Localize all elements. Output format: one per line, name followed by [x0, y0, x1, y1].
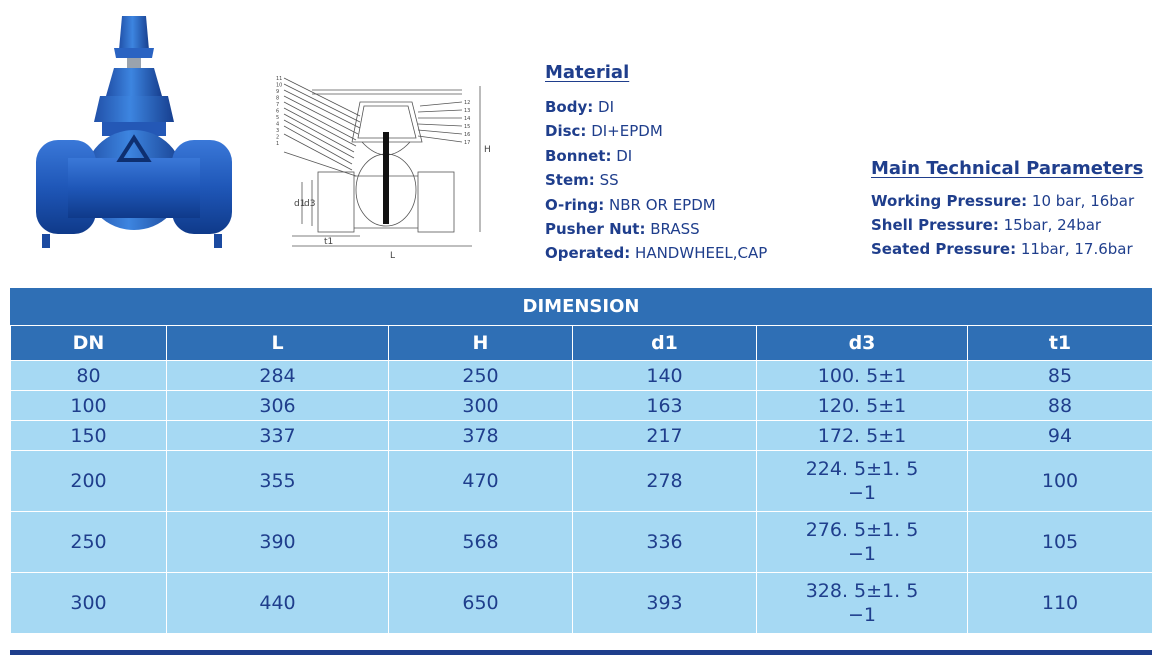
cell-d3	[757, 512, 968, 573]
parameter-row	[871, 189, 1158, 213]
cell-d1: 336	[573, 512, 757, 573]
cell-d3	[757, 451, 968, 512]
cell-d3-value: 328. 5±1. 5	[805, 580, 919, 602]
drawing-label-l: L	[390, 251, 396, 261]
parameter-key: Working Pressure:	[871, 192, 1028, 210]
material-row	[545, 95, 845, 119]
callout-number: 2	[276, 134, 280, 141]
cell-dn: 80	[11, 361, 167, 391]
material-value: DI	[598, 98, 615, 116]
cell-t1: 105	[968, 512, 1153, 573]
parameter-value: 11bar, 17.6bar	[1020, 240, 1133, 258]
parameters-list	[871, 189, 1158, 261]
cell-l: 306	[167, 391, 389, 421]
cell-l: 440	[167, 573, 389, 634]
material-section	[545, 62, 845, 266]
parameter-value: 10 bar, 16bar	[1031, 192, 1135, 210]
cell-d3-lower-tolerance: −1	[847, 543, 876, 565]
valve-technical-drawing	[272, 72, 500, 262]
material-value: DI+EPDM	[591, 122, 663, 141]
cell-t1: 94	[968, 421, 1153, 451]
cell-h: 300	[389, 391, 573, 421]
cell-d1: 393	[573, 573, 757, 634]
table-row	[11, 573, 1153, 634]
parameter-key: Seated Pressure:	[871, 240, 1017, 258]
cell-d3-value: 120. 5±1	[817, 394, 907, 417]
material-title: Material	[545, 62, 630, 83]
header-section	[0, 0, 1158, 285]
material-key: Pusher Nut:	[545, 220, 646, 239]
dimension-table	[10, 325, 1153, 634]
technical-parameters-section	[871, 158, 1158, 261]
drawing-label-d3: d3	[304, 199, 316, 209]
material-row	[545, 119, 845, 143]
parameters-title: Main Technical Parameters	[871, 158, 1144, 179]
cell-d3-value: 100. 5±1	[817, 364, 907, 387]
drawing-label-h: H	[484, 145, 491, 155]
callout-number: 10	[276, 82, 283, 89]
table-row	[11, 391, 1153, 421]
material-key: Stem:	[545, 171, 595, 190]
drawing-label-d1: d1	[294, 199, 306, 209]
cell-d1: 278	[573, 451, 757, 512]
material-row	[545, 193, 845, 217]
callout-number: 7	[276, 102, 280, 108]
callout-number: 15	[464, 124, 471, 130]
material-value: DI	[616, 146, 633, 165]
cell-dn: 250	[11, 512, 167, 573]
parameter-row	[871, 213, 1158, 237]
material-value: HANDWHEEL,CAP	[635, 244, 768, 263]
material-row	[545, 168, 845, 192]
callout-number: 5	[276, 115, 280, 121]
table-row	[11, 421, 1153, 451]
cell-d1: 217	[573, 421, 757, 451]
callout-number: 17	[464, 140, 471, 146]
cell-l: 284	[167, 361, 389, 391]
cell-h: 378	[389, 421, 573, 451]
cell-dn: 200	[11, 451, 167, 512]
cell-t1: 88	[968, 391, 1153, 421]
cell-dn: 100	[11, 391, 167, 421]
material-key: Bonnet:	[545, 146, 612, 165]
valve-photo	[28, 10, 248, 260]
callout-number: 6	[276, 108, 280, 115]
cell-d3	[757, 361, 968, 391]
header-h: H	[389, 326, 573, 361]
cell-dn: 300	[11, 573, 167, 634]
cell-h: 250	[389, 361, 573, 391]
dimension-title: DIMENSION	[10, 288, 1152, 325]
callout-number: 1	[276, 141, 280, 147]
cell-d3-lower-tolerance: −1	[847, 482, 876, 504]
header-d1: d1	[573, 326, 757, 361]
callout-number: 13	[464, 108, 471, 114]
material-row	[545, 217, 845, 241]
cell-l: 390	[167, 512, 389, 573]
cell-d3-value: 276. 5±1. 5	[805, 519, 919, 541]
cell-d1: 163	[573, 391, 757, 421]
material-row	[545, 241, 845, 265]
callout-number: 9	[276, 89, 280, 95]
cell-l: 355	[167, 451, 389, 512]
header-l: L	[167, 326, 389, 361]
callout-number: 11	[276, 76, 283, 82]
callout-number: 16	[464, 132, 471, 138]
cell-d3	[757, 421, 968, 451]
cell-dn: 150	[11, 421, 167, 451]
drawing-label-t1: t1	[324, 237, 334, 247]
cell-t1: 85	[968, 361, 1153, 391]
material-value: BRASS	[650, 220, 700, 239]
parameter-key: Shell Pressure:	[871, 216, 999, 234]
cell-h: 470	[389, 451, 573, 512]
cell-h: 650	[389, 573, 573, 634]
material-key: O-ring:	[545, 195, 605, 214]
callout-number: 12	[464, 100, 471, 106]
cell-d3	[757, 391, 968, 421]
bottom-divider	[10, 650, 1152, 655]
cell-d3	[757, 573, 968, 634]
dimension-table-section	[10, 288, 1152, 634]
table-row	[11, 361, 1153, 391]
callout-number: 3	[276, 128, 280, 134]
header-d3: d3	[757, 326, 968, 361]
material-key: Operated:	[545, 244, 631, 263]
cell-t1: 110	[968, 573, 1153, 634]
parameter-row	[871, 237, 1158, 261]
cell-d1: 140	[573, 361, 757, 391]
header-dn: DN	[11, 326, 167, 361]
cell-d3-value: 224. 5±1. 5	[805, 458, 919, 480]
cell-d3-value: 172. 5±1	[817, 424, 907, 447]
material-key: Body:	[545, 98, 594, 116]
material-list	[545, 95, 845, 266]
table-header-row	[11, 326, 1153, 361]
header-t1: t1	[968, 326, 1153, 361]
table-row	[11, 512, 1153, 573]
callout-number: 4	[276, 121, 280, 128]
cell-h: 568	[389, 512, 573, 573]
callout-number: 8	[276, 95, 280, 102]
cell-l: 337	[167, 421, 389, 451]
material-row	[545, 144, 845, 168]
parameter-value: 15bar, 24bar	[1003, 216, 1102, 234]
material-value: SS	[599, 171, 619, 190]
material-value: NBR OR EPDM	[609, 195, 716, 214]
callout-number: 14	[464, 116, 471, 122]
table-row	[11, 451, 1153, 512]
cell-t1: 100	[968, 451, 1153, 512]
cell-d3-lower-tolerance: −1	[847, 604, 876, 626]
material-key: Disc:	[545, 122, 587, 141]
